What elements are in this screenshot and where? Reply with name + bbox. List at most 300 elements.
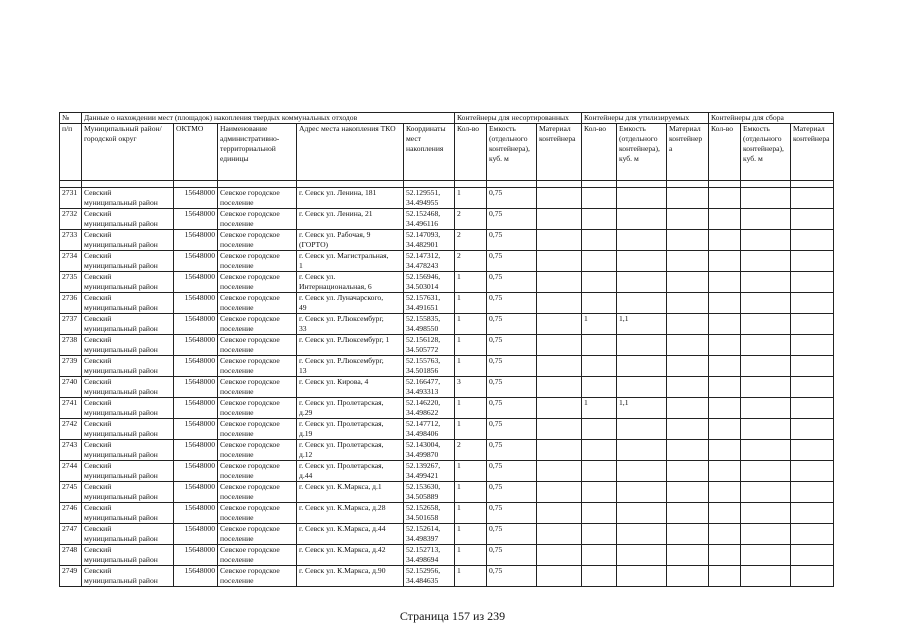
cell-coords-text: 52.156128, <box>406 335 441 344</box>
cell-municipal-text: Севский <box>84 398 112 407</box>
cell-municipal-text: муниципальный район <box>84 513 158 522</box>
cell-count-2 <box>582 461 617 482</box>
cell-capacity-2 <box>617 377 667 398</box>
cell-municipal-text: Севский <box>84 335 112 344</box>
table-row <box>60 377 834 398</box>
cell-count-2 <box>582 524 617 545</box>
cell-admin-unit <box>218 251 297 272</box>
cell-admin-unit <box>218 398 297 419</box>
cell-capacity-2 <box>617 440 667 461</box>
cell-count <box>455 524 487 545</box>
cell-count-3 <box>709 461 741 482</box>
cell-address-text: г. Севск ул. Кирова, 4 <box>299 377 369 386</box>
cell-capacity-text: 0,75 <box>489 272 503 281</box>
cell-count-2 <box>582 356 617 377</box>
cell-no <box>60 272 82 293</box>
cell-no <box>60 314 82 335</box>
cell-address-text: г. Севск ул. Рабочая, 9 <box>299 230 371 239</box>
cell-municipal-text: Севский <box>84 209 112 218</box>
cell-capacity-3 <box>741 188 791 209</box>
cell-count-text: 1 <box>457 314 461 323</box>
cell-admin-unit <box>218 524 297 545</box>
cell-coords-text: 52.146220, <box>406 398 441 407</box>
cell-address <box>297 209 404 230</box>
cell-coords-text: 34.496116 <box>406 219 438 228</box>
cell-capacity-3 <box>741 398 791 419</box>
cell-municipal-text: Севский <box>84 251 112 260</box>
cell-admin-unit-text: Севское городское <box>220 314 280 323</box>
cell-material-3 <box>791 503 834 524</box>
cell-capacity-text: 0,75 <box>489 251 503 260</box>
cell-count-text: 2 <box>457 251 461 260</box>
cell-address <box>297 356 404 377</box>
cell-admin-unit <box>218 566 297 587</box>
table-row <box>60 482 834 503</box>
cell-admin-unit <box>218 419 297 440</box>
cell-no-text: 2735 <box>62 272 78 281</box>
cell-address-text: г. Севск ул. Пролетарская, <box>299 440 384 449</box>
cell-capacity-text: 0,75 <box>489 398 503 407</box>
cell-oktmo-text: 15648000 <box>184 377 215 386</box>
cell-admin-unit-text: поселение <box>220 513 254 522</box>
cell-coords-text: 34.493313 <box>406 387 439 396</box>
cell-address <box>297 419 404 440</box>
cell-admin-unit-text: поселение <box>220 408 254 417</box>
cell-address <box>297 545 404 566</box>
cell-municipal-text: муниципальный район <box>84 219 158 228</box>
cell-capacity-text: 0,75 <box>489 503 503 512</box>
cell-address <box>297 377 404 398</box>
cell-material-3 <box>791 314 834 335</box>
cell-material-3 <box>791 356 834 377</box>
table-row <box>60 293 834 314</box>
cell-capacity-3 <box>741 524 791 545</box>
cell-admin-unit-text: поселение <box>220 282 254 291</box>
cell-capacity-text: 0,75 <box>489 461 503 470</box>
cell-municipal-text: Севский <box>84 524 112 533</box>
cell-address-text: 1 <box>299 261 303 270</box>
cell-address <box>297 335 404 356</box>
cell-oktmo <box>174 293 218 314</box>
cell-coords <box>404 440 455 461</box>
cell-coords <box>404 251 455 272</box>
cell-coords <box>404 461 455 482</box>
cell-oktmo-text: 15648000 <box>184 209 215 218</box>
cell-address <box>297 566 404 587</box>
table-row <box>60 524 834 545</box>
cell-no-text: 2734 <box>62 251 78 260</box>
cell-no <box>60 503 82 524</box>
cell-oktmo <box>174 230 218 251</box>
cell-capacity-text: 0,75 <box>489 419 503 428</box>
cell-admin-unit-text: Севское городское <box>220 461 280 470</box>
cell-no-text: 2742 <box>62 419 78 428</box>
cell-no-text: 2741 <box>62 398 78 407</box>
cell-admin-unit-text: Севское городское <box>220 209 280 218</box>
header-material-3: Материал контейнера <box>791 124 834 181</box>
cell-municipal-text: муниципальный район <box>84 345 158 354</box>
cell-municipal <box>82 503 174 524</box>
cell-oktmo-text: 15648000 <box>184 335 215 344</box>
cell-material-2 <box>667 356 709 377</box>
table-row <box>60 335 834 356</box>
cell-material-3 <box>791 188 834 209</box>
table-row <box>60 398 834 419</box>
cell-material-2 <box>667 251 709 272</box>
cell-capacity-2 <box>617 209 667 230</box>
cell-admin-unit-text: Севское городское <box>220 440 280 449</box>
cell-admin-unit <box>218 377 297 398</box>
cell-count-text: 3 <box>457 377 461 386</box>
cell-address <box>297 272 404 293</box>
cell-address-text: г. Севск ул. К.Маркса, д.1 <box>299 482 382 491</box>
cell-capacity-text: 0,75 <box>489 545 503 554</box>
cell-count-2 <box>582 335 617 356</box>
cell-material-2 <box>667 314 709 335</box>
cell-address-text: г. Севск ул. К.Маркса, д.44 <box>299 524 386 533</box>
cell-capacity <box>487 314 537 335</box>
cell-material <box>537 377 582 398</box>
cell-admin-unit-text: Севское городское <box>220 188 280 197</box>
cell-municipal-text: Севский <box>84 356 112 365</box>
cell-material-2 <box>667 440 709 461</box>
cell-material <box>537 209 582 230</box>
cell-municipal-text: Севский <box>84 314 112 323</box>
cell-municipal-text: Севский <box>84 461 112 470</box>
cell-count-3 <box>709 524 741 545</box>
cell-address-text: (ГОРТО) <box>299 240 329 249</box>
cell-municipal-text: Севский <box>84 230 112 239</box>
cell-address-text: Интернациональная, 6 <box>299 282 372 291</box>
cell-material-2 <box>667 398 709 419</box>
cell-municipal-text: Севский <box>84 419 112 428</box>
cell-count-3 <box>709 356 741 377</box>
cell-admin-unit <box>218 356 297 377</box>
cell-oktmo-text: 15648000 <box>184 398 215 407</box>
cell-coords <box>404 230 455 251</box>
cell-no <box>60 482 82 503</box>
cell-capacity-2 <box>617 503 667 524</box>
cell-count-3 <box>709 230 741 251</box>
cell-count-text: 1 <box>457 503 461 512</box>
cell-coords-text: 52.152956, <box>406 566 441 575</box>
cell-coords <box>404 524 455 545</box>
cell-capacity-3 <box>741 230 791 251</box>
cell-municipal-text: муниципальный район <box>84 534 158 543</box>
cell-capacity-text: 0,75 <box>489 314 503 323</box>
cell-capacity-2-text: 1,1 <box>619 398 629 407</box>
cell-municipal-text: муниципальный район <box>84 324 158 333</box>
cell-count <box>455 230 487 251</box>
cell-address-text: г. Севск ул. Пролетарская, <box>299 419 384 428</box>
cell-capacity-2 <box>617 356 667 377</box>
cell-capacity-text: 0,75 <box>489 377 503 386</box>
cell-capacity-3 <box>741 314 791 335</box>
cell-material <box>537 419 582 440</box>
cell-material-2 <box>667 419 709 440</box>
cell-material-3 <box>791 545 834 566</box>
cell-admin-unit <box>218 503 297 524</box>
cell-capacity-2 <box>617 419 667 440</box>
header-row-groups <box>60 113 834 124</box>
cell-capacity-3 <box>741 251 791 272</box>
cell-municipal <box>82 461 174 482</box>
cell-capacity <box>487 419 537 440</box>
cell-municipal-text: Севский <box>84 566 112 575</box>
cell-address-text: 49 <box>299 303 307 312</box>
cell-count-3 <box>709 377 741 398</box>
cell-count-2 <box>582 398 617 419</box>
cell-capacity-text: 0,75 <box>489 188 503 197</box>
cell-count-3 <box>709 419 741 440</box>
cell-admin-unit-text: Севское городское <box>220 419 280 428</box>
cell-material-2 <box>667 482 709 503</box>
cell-admin-unit <box>218 314 297 335</box>
cell-municipal-text: муниципальный район <box>84 303 158 312</box>
table-row <box>60 230 834 251</box>
cell-capacity-text: 0,75 <box>489 566 503 575</box>
header-material: Материал контейнера <box>537 124 582 181</box>
cell-capacity-2 <box>617 251 667 272</box>
cell-coords-text: 34.499870 <box>406 450 439 459</box>
cell-count-2 <box>582 188 617 209</box>
cell-admin-unit-text: Севское городское <box>220 272 280 281</box>
cell-municipal <box>82 272 174 293</box>
header-address: Адрес места накопления ТКО <box>297 124 404 181</box>
cell-municipal <box>82 188 174 209</box>
cell-material-2 <box>667 545 709 566</box>
cell-address <box>297 461 404 482</box>
cell-address <box>297 503 404 524</box>
cell-oktmo-text: 15648000 <box>184 419 215 428</box>
cell-capacity-text: 0,75 <box>489 440 503 449</box>
cell-coords-text: 52.166477, <box>406 377 441 386</box>
cell-address-text: г. Севск ул. К.Маркса, д.90 <box>299 566 386 575</box>
cell-count-3 <box>709 545 741 566</box>
cell-coords <box>404 188 455 209</box>
cell-capacity-3 <box>741 482 791 503</box>
cell-address <box>297 482 404 503</box>
cell-coords-text: 34.498406 <box>406 429 439 438</box>
cell-address-text: г. Севск ул. <box>299 272 336 281</box>
cell-capacity-3 <box>741 377 791 398</box>
cell-oktmo <box>174 398 218 419</box>
table-row <box>60 440 834 461</box>
cell-material-2 <box>667 461 709 482</box>
cell-address-text: г. Севск ул. Р.Люксембург, 1 <box>299 335 390 344</box>
cell-address <box>297 440 404 461</box>
cell-count-2 <box>582 419 617 440</box>
cell-coords <box>404 356 455 377</box>
cell-admin-unit <box>218 230 297 251</box>
cell-admin-unit-text: поселение <box>220 240 254 249</box>
cell-capacity-2 <box>617 461 667 482</box>
header-count: Кол-во <box>455 124 487 181</box>
cell-municipal-text: муниципальный район <box>84 198 158 207</box>
cell-coords-text: 34.503014 <box>406 282 439 291</box>
cell-municipal-text: муниципальный район <box>84 492 158 501</box>
cell-admin-unit-text: поселение <box>220 303 254 312</box>
cell-address-text: 13 <box>299 366 307 375</box>
cell-no <box>60 377 82 398</box>
cell-admin-unit-text: поселение <box>220 261 254 270</box>
cell-admin-unit <box>218 545 297 566</box>
cell-oktmo-text: 15648000 <box>184 461 215 470</box>
cell-municipal-text: Севский <box>84 503 112 512</box>
cell-material <box>537 356 582 377</box>
cell-admin-unit-text: поселение <box>220 576 254 585</box>
header-pp: п/п <box>60 124 82 181</box>
cell-coords-text: 34.498397 <box>406 534 439 543</box>
cell-count <box>455 398 487 419</box>
cell-count-2 <box>582 272 617 293</box>
cell-coords-text: 52.139267, <box>406 461 441 470</box>
header-capacity: Емкость (отдельного контейнера), куб. м <box>487 124 537 181</box>
cell-oktmo-text: 15648000 <box>184 356 215 365</box>
cell-count <box>455 461 487 482</box>
cell-count-text: 1 <box>457 419 461 428</box>
cell-coords <box>404 482 455 503</box>
cell-admin-unit <box>218 335 297 356</box>
cell-material-3 <box>791 272 834 293</box>
cell-municipal-text: муниципальный район <box>84 240 158 249</box>
cell-capacity <box>487 188 537 209</box>
cell-address <box>297 230 404 251</box>
cell-coords-text: 52.143004, <box>406 440 441 449</box>
cell-coords-text: 52.129551, <box>406 188 441 197</box>
cell-count-2 <box>582 545 617 566</box>
cell-capacity-2 <box>617 398 667 419</box>
cell-material <box>537 251 582 272</box>
cell-capacity-3 <box>741 566 791 587</box>
cell-count <box>455 293 487 314</box>
cell-coords-text: 52.152713, <box>406 545 441 554</box>
table-row <box>60 314 834 335</box>
cell-no <box>60 251 82 272</box>
cell-municipal <box>82 314 174 335</box>
cell-coords-text: 34.498550 <box>406 324 439 333</box>
cell-capacity <box>487 398 537 419</box>
cell-admin-unit-text: Севское городское <box>220 335 280 344</box>
cell-oktmo <box>174 419 218 440</box>
cell-no <box>60 293 82 314</box>
cell-capacity-2 <box>617 230 667 251</box>
cell-material-2 <box>667 503 709 524</box>
cell-oktmo <box>174 461 218 482</box>
cell-material-3 <box>791 377 834 398</box>
cell-material-2 <box>667 293 709 314</box>
cell-admin-unit <box>218 482 297 503</box>
cell-admin-unit-text: Севское городское <box>220 482 280 491</box>
cell-count-3 <box>709 440 741 461</box>
cell-count-3 <box>709 188 741 209</box>
cell-count-text: 2 <box>457 440 461 449</box>
cell-capacity-2 <box>617 272 667 293</box>
cell-count-2 <box>582 377 617 398</box>
cell-oktmo-text: 15648000 <box>184 251 215 260</box>
cell-admin-unit <box>218 440 297 461</box>
cell-admin-unit-text: Севское городское <box>220 524 280 533</box>
cell-count <box>455 335 487 356</box>
table-row <box>60 188 834 209</box>
cell-municipal <box>82 482 174 503</box>
cell-address-text: г. Севск ул. К.Маркса, д.42 <box>299 545 386 554</box>
cell-capacity <box>487 545 537 566</box>
cell-capacity <box>487 566 537 587</box>
cell-municipal-text: муниципальный район <box>84 471 158 480</box>
cell-capacity-3 <box>741 419 791 440</box>
cell-admin-unit-text: поселение <box>220 450 254 459</box>
cell-count-2 <box>582 440 617 461</box>
cell-oktmo-text: 15648000 <box>184 314 215 323</box>
cell-oktmo <box>174 272 218 293</box>
cell-municipal-text: муниципальный район <box>84 429 158 438</box>
cell-address-text: г. Севск ул. Р.Люксембург, <box>299 314 384 323</box>
cell-no <box>60 545 82 566</box>
cell-coords-text: 34.498622 <box>406 408 439 417</box>
cell-count-text: 1 <box>457 461 461 470</box>
cell-material <box>537 230 582 251</box>
cell-count <box>455 419 487 440</box>
cell-count-3 <box>709 209 741 230</box>
cell-material-3 <box>791 524 834 545</box>
cell-count-2 <box>582 230 617 251</box>
cell-material-3 <box>791 230 834 251</box>
cell-coords-text: 34.499421 <box>406 471 439 480</box>
cell-no <box>60 419 82 440</box>
cell-capacity-text: 0,75 <box>489 524 503 533</box>
header-row-columns <box>60 124 834 181</box>
cell-material-3 <box>791 461 834 482</box>
cell-count-text: 1 <box>457 293 461 302</box>
cell-count-3 <box>709 314 741 335</box>
cell-count-2 <box>582 482 617 503</box>
header-group-places: Данные о нахождении мест (площадок) накопления твердых коммунальных отходов <box>82 113 455 124</box>
cell-municipal-text: муниципальный район <box>84 555 158 564</box>
cell-coords-text: 34.494955 <box>406 198 439 207</box>
cell-no-text: 2749 <box>62 566 78 575</box>
cell-count-text: 1 <box>457 398 461 407</box>
cell-no <box>60 440 82 461</box>
cell-no-text: 2737 <box>62 314 78 323</box>
cell-material-3 <box>791 566 834 587</box>
table-row <box>60 209 834 230</box>
cell-material-3 <box>791 251 834 272</box>
cell-oktmo-text: 15648000 <box>184 482 215 491</box>
cell-municipal-text: муниципальный район <box>84 408 158 417</box>
cell-oktmo <box>174 545 218 566</box>
cell-address <box>297 314 404 335</box>
cell-admin-unit-text: Севское городское <box>220 503 280 512</box>
cell-capacity <box>487 377 537 398</box>
cell-no <box>60 335 82 356</box>
cell-municipal <box>82 566 174 587</box>
cell-no-text: 2747 <box>62 524 78 533</box>
cell-oktmo-text: 15648000 <box>184 272 215 281</box>
cell-count-3 <box>709 251 741 272</box>
cell-oktmo <box>174 440 218 461</box>
cell-address <box>297 251 404 272</box>
cell-capacity-3 <box>741 209 791 230</box>
cell-admin-unit-text: поселение <box>220 345 254 354</box>
cell-coords-text: 52.153630, <box>406 482 441 491</box>
cell-admin-unit <box>218 461 297 482</box>
cell-no-text: 2745 <box>62 482 78 491</box>
cell-municipal <box>82 209 174 230</box>
cell-coords-text: 52.155835, <box>406 314 441 323</box>
cell-count-3 <box>709 272 741 293</box>
page-number: Страница 157 из 239 <box>399 609 506 623</box>
